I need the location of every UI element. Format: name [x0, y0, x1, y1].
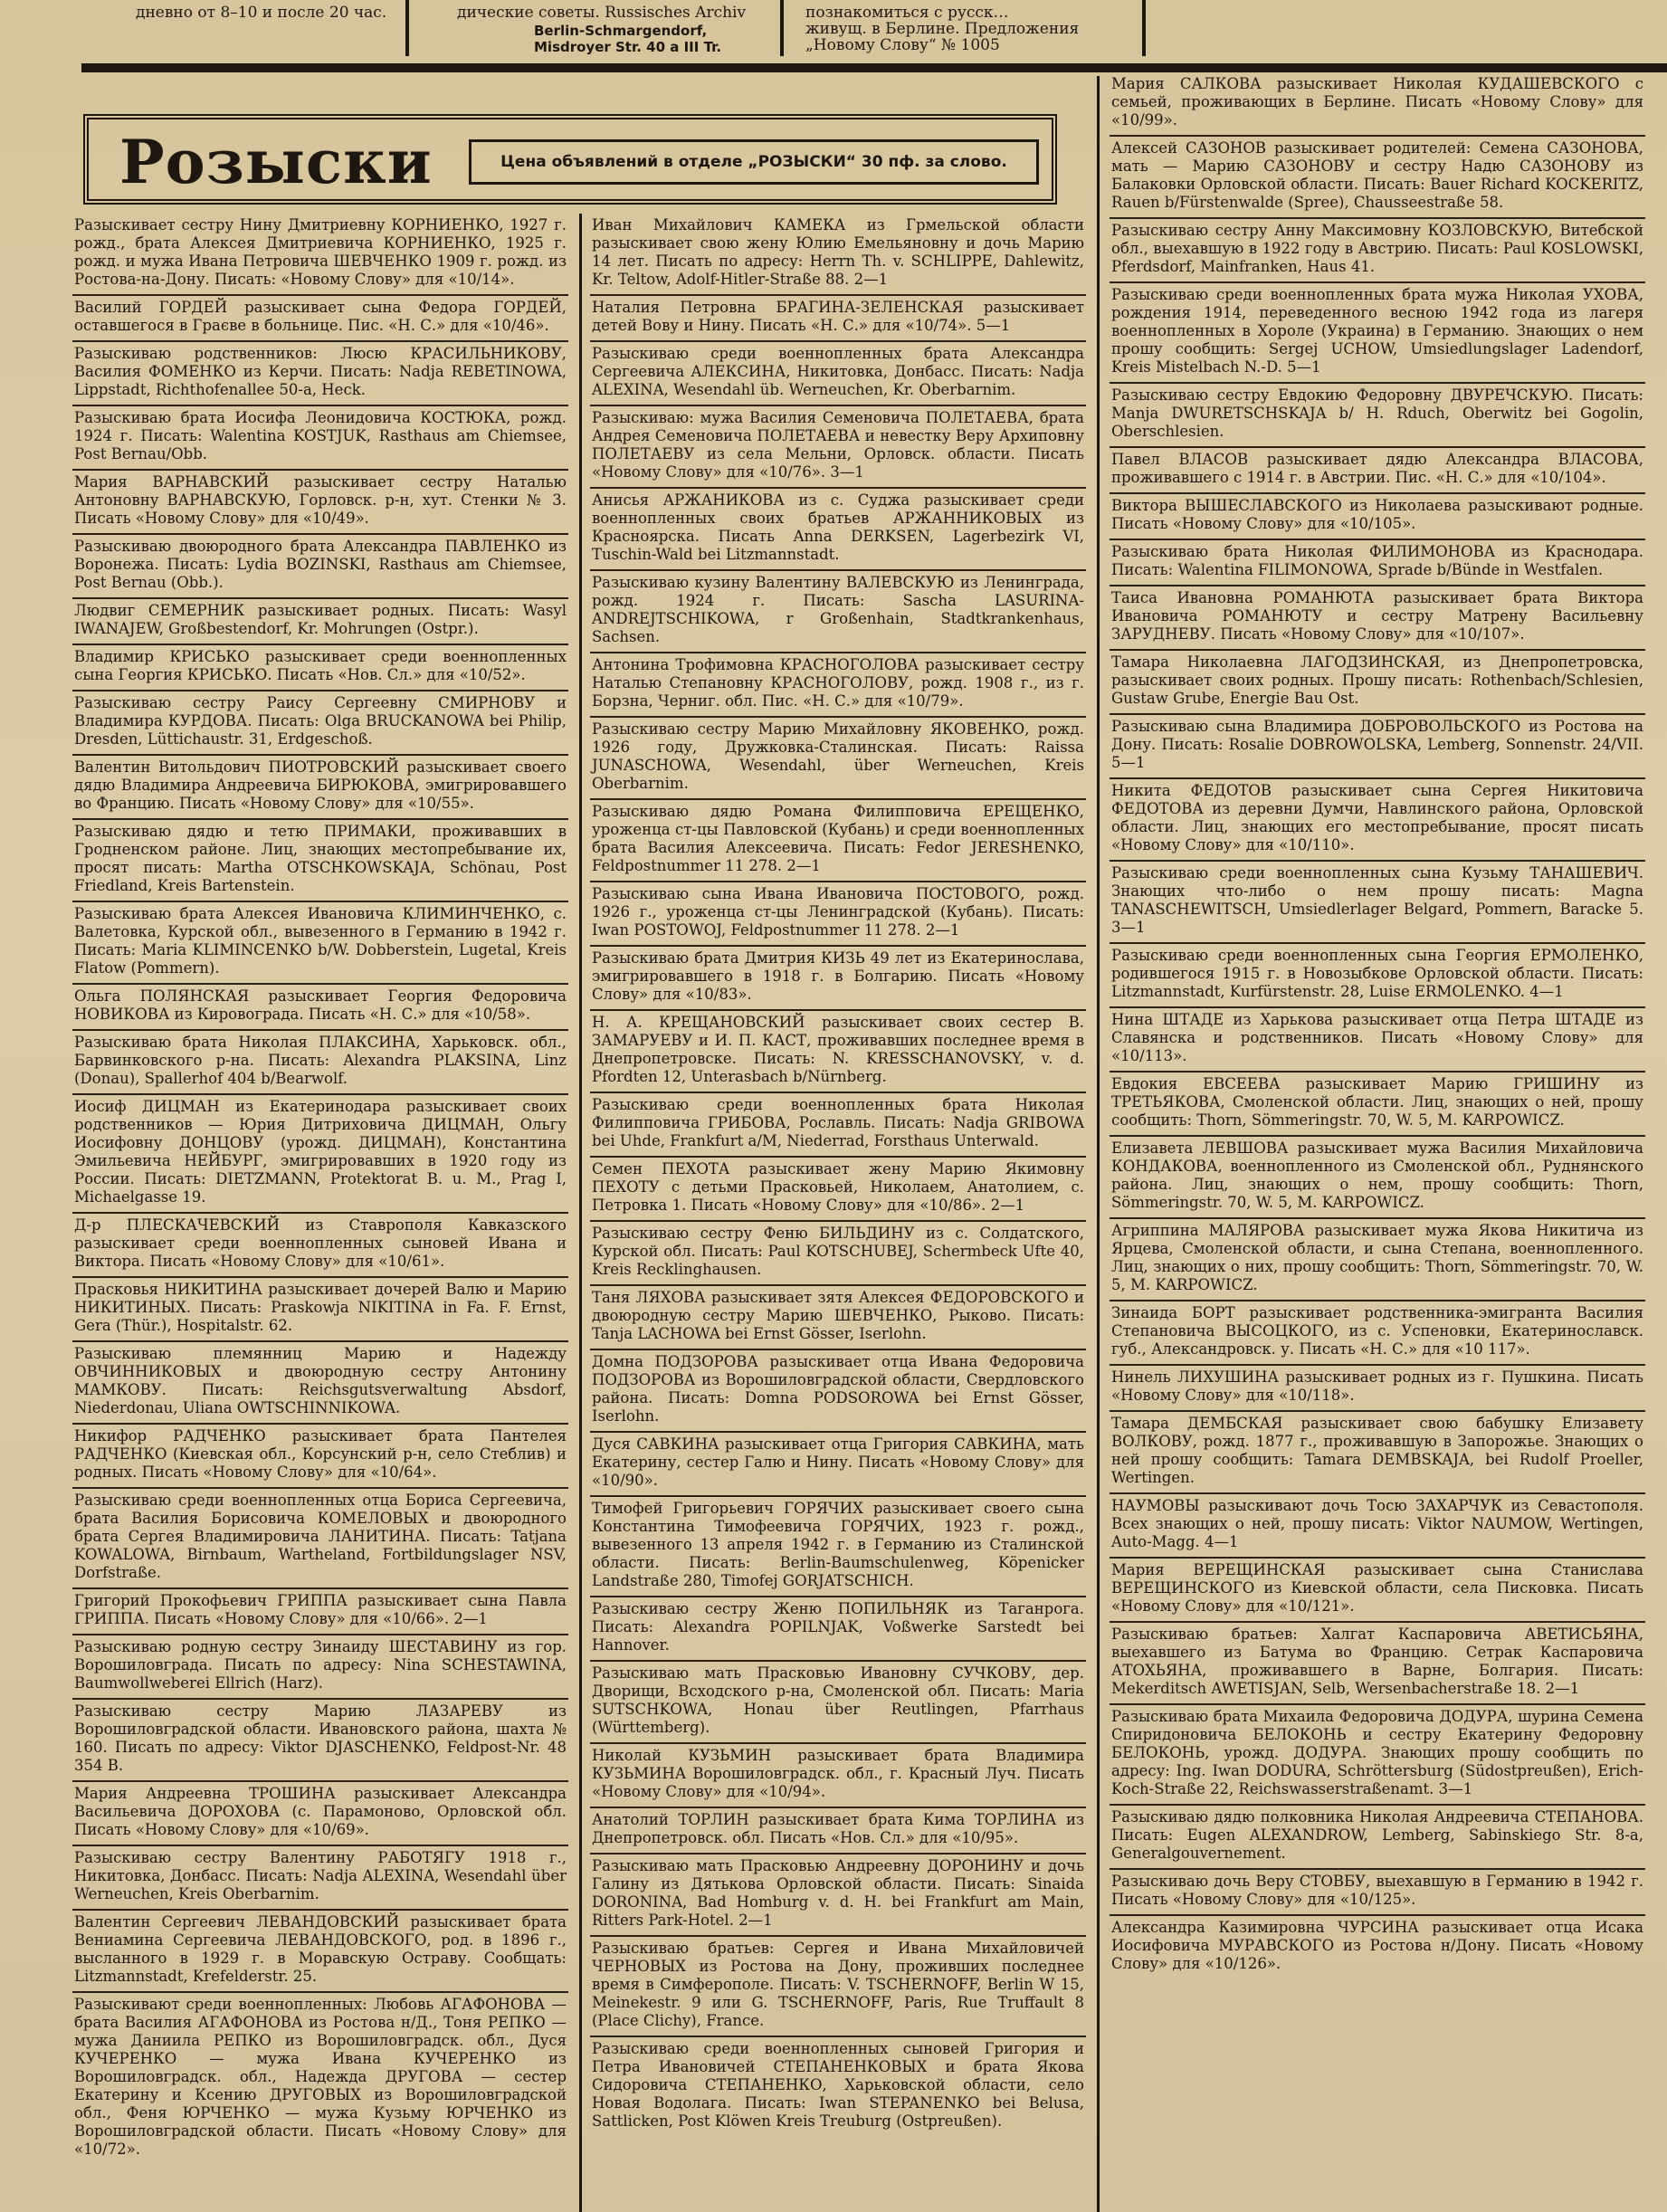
classified-ad: Разыскиваю: мужа Василия Семеновича ПОЛЕТАЕВА, брата Андрея Семеновича ПОЛЕТАЕВА и невестку Веру Архиповну ПОЛЕТАЕВУ из села Мельни, Орловск. области. Писать «Новому Слову» для «10/76». 3—1 — [590, 406, 1086, 489]
classified-ad: Разыскиваю сестру Анну Максимовну КОЗЛОВСКУЮ, Витебской обл., выехавшую в 1922 году в Австрию. Писать: Paul KOSLOWSKI, Pferdsdorf, Mainfranken, Haus 41. — [1110, 219, 1645, 283]
classified-ad: Разыскиваю сестру Марию Михайловну ЯКОВЕНКО, рожд. 1926 году, Дружковка-Сталинская. Писать: Raissa JUNASCHOWA, Wesendahl, über Werneuchen, Kreis Oberbarnim. — [590, 718, 1086, 800]
classified-ad: Григорий Прокофьевич ГРИППА разыскивает сына Павла ГРИППА. Писать «Новому Слову» для «10/66». 2—1 — [72, 1589, 568, 1635]
classified-ad: Виктора ВЫШЕСЛАВСКОГО из Николаева разыскивают родные. Писать «Новому Слову» для «10/105». — [1110, 494, 1645, 540]
classified-ad: Разыскивает сестру Нину Дмитриевну КОРНИЕНКО, 1927 г. рожд., брата Алексея Дмитриевича КОРНИЕНКО, 1925 г. рожд. и мужа Ивана Петровича ШЕВЧЕНКО 1909 г. рожд. из Ростова-на-Дону. Писать: «Новому Слову» для «10/14». — [72, 214, 568, 296]
classified-ad: Разыскиваю сына Ивана Ивановича ПОСТОВОГО, рожд. 1926 г., уроженца ст-цы Ленинградской (Кубань). Писать: Iwan POSTOWOJ, Feldpostnummer 11 278. 2—1 — [590, 882, 1086, 947]
classified-ad: Мария ВАРНАВСКИЙ разыскивает сестру Наталью Антоновну ВАРНАВСКУЮ, Горловск. р-н, хут. Стенки № 3. Писать «Новому Слову» для «10/49». — [72, 471, 568, 535]
top-fragment: Misdroyer Str. 40 a III Tr. — [534, 39, 722, 55]
classified-ad: Разыскивают среди военнопленных: Любовь АГАФОНОВА — брата Василия АГАФОНОВА из Ростова н/Д., Тоня РЕПКО — мужа Даниила РЕПКО из Ворошиловградск. обл., Дуся КУЧЕРЕНКО — мужа Ивана КУЧЕРЕНКО из Ворошиловградск. обл., Надежда ДРУГОВА — сестер Екатерину и Ксению ДРУГОВЫХ из Ворошиловградской обл., Феня ЮРЧЕНКО — мужа Кузьму ЮРЧЕНКО из Ворошиловградской области. Писать «Новому Слову» для «10/72». — [74, 1996, 567, 2158]
classified-ad: Разыскиваю двоюродного брата Александра ПАВЛЕНКО из Воронежа. Писать: Lydia BOZINSKI, Rasthaus am Chiemsee, Post Bernau (Obb.). — [72, 535, 568, 599]
classified-ad: Никифор РАДЧЕНКО разыскивает брата Пантелея РАДЧЕНКО (Киевская обл., Корсунский р-н, село Стеблив) и родных. Писать «Новому Слову» для «10/64». — [72, 1425, 568, 1489]
classified-ad: Таиса Ивановна РОМАНЮТА разыскивает брата Виктора Ивановича РОМАНЮТУ и сестру Матрену Васильевну ЗАРУДНЕВУ. Писать «Новому Слову» для «10/107». — [1110, 586, 1645, 651]
classified-ad: Антонина Трофимовна КРАСНОГОЛОВА разыскивает сестру Наталью Степановну КРАСНОГОЛОВУ, рожд. 1908 г., из г. Борзна, Черниг. обл. Пис. «Н. С.» для «10/79». — [590, 653, 1086, 718]
classified-ad: Нина ШТАДЕ из Харькова разыскивает отца Петра ШТАДЕ из Славянска и родственников. Писать «Новому Слову» для «10/113». — [1110, 1008, 1645, 1073]
classified-ad: Иосиф ДИЦМАН из Екатеринодара разыскивает своих родственников — Юрия Дитриховича ДИЦМАН, Ольгу Иосифовну ДОНЦОВУ (урожд. ДИЦМАН), Константина Эмильевича НЕЙБУРГ, эмигрировавших в 1920 году из России. Писать: DIETZMANN, Protektorat B. u. M., Prag I, Michaelgasse 19. — [72, 1095, 568, 1214]
classified-ad: Агриппина МАЛЯРОВА разыскивает мужа Якова Никитича из Ярцева, Смоленской области, и сына Степана, военнопленного. Лиц, знающих о них, прошу сообщить: Thorn, Sömmeringstr. 70, W. 5, M. KARPOWICZ. — [1110, 1219, 1645, 1301]
classified-ad: Разыскиваю братьев: Халгат Каспаровича АВЕТИСЬЯНА, выехавшего из Батума во Францию. Сетрак Каспаровича АТОХЬЯНА, проживавшего в Варне, Болгария. Писать: Mekerditsch AWETISJAN, Selb, Wersenbacherstraße 18. 2—1 — [1110, 1623, 1645, 1705]
section-top-rule — [81, 63, 1667, 72]
classified-ad: Николай КУЗЬМИН разыскивает брата Владимира КУЗЬМИНА Ворошиловградск. обл., г. Красный Луч. Писать «Новому Слову» для «10/94». — [590, 1744, 1086, 1808]
classified-ad: Разыскиваю мать Прасковью Ивановну СУЧКОВУ, дер. Дворищи, Всходского р-на, Смоленской обл. Писать: Maria SUTSCHKOWA, Honau über Reutlingen, Pfarrhaus (Württemberg). — [590, 1662, 1086, 1744]
classified-ad: Разыскиваю дядю полковника Николая Андреевича СТЕПАНОВА. Писать: Eugen ALEXANDROW, Lemberg, Sabinskiego Str. 8-a, Generalgouvernement. — [1110, 1806, 1645, 1870]
classified-ad: Разыскиваю брата Николая ПЛАКСИНА, Харьковск. обл., Барвинковского р-на. Писать: Alexandra PLAKSINA, Linz (Donau), Spallerhof 404 b/Bearwolf. — [72, 1031, 568, 1095]
classified-ad: Разыскиваю сестру Раису Сергеевну СМИРНОВУ и Владимира КУРДОВА. Писать: Olga BRUCKANOWA bei Philip, Dresden, Lüttichaustr. 31, Erdgeschoß. — [72, 691, 568, 756]
classified-ad: Александра Казимировна ЧУРСИНА разыскивает отца Исака Иосифовича МУРАВСКОГО из Ростова н/Дону. Писать «Новому Слову» для «10/126». — [1111, 1919, 1643, 1972]
ads-column-right — [1110, 72, 1645, 1978]
classified-ad: Н. А. КРЕЩАНОВСКИЙ разыскивает своих сестер В. ЗАМАРУЕВУ и И. П. КАСТ, проживавших последнее время в Днепропетровске. Писать: N. KRESSCHANOVSKY, v. d. Pfordten 12, Unterasbach b/Nürnberg. — [590, 1011, 1086, 1093]
ads-column-left — [72, 214, 568, 2164]
classified-ad: Разыскиваю среди военнопленных сына Кузьму ТАНАШЕВИЧ. Знающих что-либо о нем прошу писать: Magna TANASCHEWITSCH, Umsiedlerlager Belgard, Pommern, Baracke 5. 3—1 — [1110, 862, 1645, 944]
classified-ad: Разыскиваю сына Владимира ДОБРОВОЛЬСКОГО из Ростова на Дону. Писать: Rosalie DOBROWOLSKA, Lemberg, Sonnenstr. 24/VII. 5—1 — [1110, 715, 1645, 779]
classified-ad: Разыскиваю брата Иосифа Леонидовича КОСТЮКА, рожд. 1924 г. Писать: Walentina KOSTJUK, Rasthaus am Chiemsee, Post Bernau/Obb. — [72, 406, 568, 471]
top-fragment: дические советы. Russisches Archiv — [457, 4, 747, 22]
top-column-rule — [780, 0, 784, 56]
top-fragment: дневно от 8–10 и после 20 час. — [136, 4, 387, 22]
top-clipped-fragments — [0, 0, 1667, 60]
column-divider — [579, 214, 582, 2212]
ads-column-middle — [590, 214, 1086, 2136]
classified-ad: Валентин Сергеевич ЛЕВАНДОВСКИЙ разыскивает брата Вениамина Сергеевича ЛЕВАНДОВСКОГО, род. в 1896 г., высланного в 1929 г. в Моравскую Остраву. Сообщать: Litzmannstadt, Krefelderstr. 25. — [72, 1911, 568, 1993]
classified-ad: Елизавета ЛЕВШОВА разыскивает мужа Василия Михайловича КОНДАКОВА, военнопленного из Смоленской обл., Руднянского района. Лиц, знающих о нем, прошу сообщить: Thorn, Sömmeringstr. 70, W. 5, M. KARPOWICZ. — [1110, 1137, 1645, 1219]
classified-ad: Таня ЛЯХОВА разыскивает зятя Алексея ФЕДОРОВСКОГО и двоюродную сестру Марию ШЕВЧЕНКО, Рыково. Писать: Tanja LACHOWA bei Ernst Gösser, Iserlohn. — [590, 1286, 1086, 1350]
classified-ad: Разыскиваю сестру Валентину РАБОТЯГУ 1918 г., Никитовка, Донбасс. Писать: Nadja ALEXINA, Wesendahl über Werneuchen, Kreis Oberbarnim. — [72, 1846, 568, 1911]
classified-ad: Разыскиваю среди военнопленных брата Николая Филипповича ГРИБОВА, Рославль. Писать: Nadja GRIBOWA bei Uhde, Frankfurt a/M, Niederrad, Forsthaus Unterwald. — [590, 1093, 1086, 1158]
classified-ad: Разыскиваю среди военнопленных брата мужа Николая УХОВА, рождения 1914, переведенного весною 1942 года из лагеря военнопленных в Хороле (Украина) в Германию. Знающих о нем прошу сообщить: Sergej UCHOW, Umsiedlungslager Ladendorf, Kreis Mistelbach N.-D. 5—1 — [1110, 283, 1645, 384]
price-note: Цена объявлений в отделе „РОЗЫСКИ“ 30 пф. за слово. — [469, 139, 1039, 185]
top-column-rule — [405, 0, 409, 56]
classified-ad: Людвиг СЕМЕРНИК разыскивает родных. Писать: Wasyl IWANAJEW, Großbestendorf, Kr. Mohrungen (Ostpr.). — [72, 599, 568, 645]
classified-ad: Разыскиваю мать Прасковью Андреевну ДОРОНИНУ и дочь Галину из Дятькова Орловской области. Писать: Sinaida DORONINA, Bad Homburg v. d. H. bei Frankfurt am Main, Ritters Park-Hotel. 2—1 — [590, 1854, 1086, 1937]
classified-ad: Анатолий ТОРЛИН разыскивает брата Кима ТОРЛИНА из Днепропетровск. обл. Писать «Нов. Сл.» для «10/95». — [590, 1808, 1086, 1854]
classified-ad: Евдокия ЕВСЕЕВА разыскивает Марию ГРИШИНУ из ТРЕТЬЯКОВА, Смоленской области. Лиц, знающих о ней, прошу сообщить: Thorn, Sömmeringstr. 70, W. 5, M. KARPOWICZ. — [1110, 1073, 1645, 1137]
classified-ad: Тамара ДЕМБСКАЯ разыскивает свою бабушку Елизавету ВОЛКОВУ, рожд. 1877 г., проживавшую в Запорожье. Знающих о ней прошу сообщить: Tamara DEMBSKAJA, bei Rudolf Proeller, Wertingen. — [1110, 1412, 1645, 1494]
classified-ad: Разыскиваю дочь Веру СТОВБУ, выехавшую в Германию в 1942 г. Писать «Новому Слову» для «10/125». — [1110, 1870, 1645, 1916]
classified-ad: Валентин Витольдович ПИОТРОВСКИЙ разыскивает своего дядю Владимира Андреевича БИРЮКОВА, эмигрировавшего во Францию. Писать «Новому Слову» для «10/55». — [72, 756, 568, 820]
classified-ad: Разыскиваю кузину Валентину ВАЛЕВСКУЮ из Ленинграда, рожд. 1924 г. Писать: Sascha LASURINA-ANDREJTSCHIKOWA, r Großenhain, Stadtkrankenhaus, Sachsen. — [590, 571, 1086, 653]
classified-ad: Никита ФЕДОТОВ разыскивает сына Сергея Никитовича ФЕДОТОВА из деревни Думчи, Навлинского района, Орловской области. Лиц, знающих его местопребывание, просят писать «Новому Слову» для «10/110». — [1110, 779, 1645, 862]
classified-ad: НАУМОВЫ разыскивают дочь Тосю ЗАХАРЧУК из Севастополя. Всех знающих о ней, прошу писать: Viktor NAUMOW, Wertingen, Auto-Magg. 4—1 — [1110, 1494, 1645, 1559]
classified-ad: Разыскиваю братьев: Сергея и Ивана Михайловичей ЧЕРНОВЫХ из Ростова на Дону, проживших последнее время в Симферополе. Писать: V. TSCHERNOFF, Berlin W 15, Meinekestr. 9 или G. TSCHERNOFF, Paris, Rue Truffault 8 (Place Clichy), France. — [590, 1937, 1086, 2037]
classified-ad: Разыскиваю дядю и тетю ПРИМАКИ, проживавших в Гродненском районе. Лиц, знающих местопребывание их, просят писать: Martha OTSCHKOWSKAJA, Schönau, Post Friedland, Kreis Bartenstein. — [72, 820, 568, 902]
classified-ad: Разыскиваю сестру Евдокию Федоровну ДВУРЕЧСКУЮ. Писать: Manja DWURETSCHSKAJA b/ H. Rduch, Oberwitz bei Gogolin, Oberschlesien. — [1110, 384, 1645, 448]
classified-ad: Мария Андреевна ТРОШИНА разыскивает Александра Васильевича ДОРОХОВА (с. Парамоново, Орловской обл. Писать «Новому Слову» для «10/69». — [72, 1782, 568, 1846]
top-fragment: Berlin-Schmargendorf, — [534, 23, 708, 39]
classified-ad: Разыскиваю брата Дмитрия КИЗЬ 49 лет из Екатеринослава, эмигрировавшего в 1918 г. в Болгарию. Писать «Новому Слову» для «10/83». — [590, 947, 1086, 1011]
classified-ad: Мария ВЕРЕЩИНСКАЯ разыскивает сына Станислава ВЕРЕЩИНСКОГО из Киевской области, села Писковка. Писать «Новому Слову» для «10/121». — [1110, 1559, 1645, 1623]
classified-ad: Нинель ЛИХУШИНА разыскивает родных из г. Пушкина. Писать «Новому Слову» для «10/118». — [1110, 1366, 1645, 1412]
section-header — [83, 114, 1057, 205]
classified-ad: Разыскиваю среди военнопленных брата Александра Сергеевича АЛЕКСИНА, Никитовка, Донбасс. Писать: Nadja ALEXINA, Wesendahl üb. Werneuchen, Kr. Oberbarnim. — [590, 342, 1086, 406]
section-title: Розыски — [119, 127, 433, 197]
classified-ad: Прасковья НИКИТИНА разыскивает дочерей Валю и Марию НИКИТИНЫХ. Писать: Praskowja NIKITINA in Fa. F. Ernst, Gera (Thür.), Hospitalstr. 62. — [72, 1278, 568, 1342]
classified-ad: Мария САЛКОВА разыскивает Николая КУДАШЕВСКОГО с семьей, проживающих в Берлине. Писать «Новому Слову» для «10/99». — [1110, 72, 1645, 137]
top-fragment: познакомиться с русск… — [805, 4, 1009, 22]
classified-ad: Зинаида БОРТ разыскивает родственника-эмигранта Василия Степановича ВЫСОЦКОГО, из с. Успеновки, Екатеринославск. губ., Александровск. у. Писать «Н. С.» для «10 117». — [1110, 1301, 1645, 1366]
classified-ad: Дуся САВКИНА разыскивает отца Григория САВКИНА, мать Екатерину, сестер Галю и Нину. Писать «Новому Слову» для «10/90». — [590, 1433, 1086, 1497]
classified-ad: Разыскиваю сестру Женю ПОПИЛЬНЯК из Таганрога. Писать: Alexandra POPILNJAK, Voßwerke Sarstedt bei Hannover. — [590, 1597, 1086, 1662]
classified-ad: Разыскиваю брата Николая ФИЛИМОНОВА из Краснодара. Писать: Walentina FILIMONOWA, Sprade b/Bünde in Westfalen. — [1110, 540, 1645, 586]
classified-ad: Разыскиваю среди военнопленных сына Георгия ЕРМОЛЕНКО, родившегося 1915 г. в Новозыбкове Орловской области. Писать: Litzmannstadt, Kurfürstenstr. 28, Luise ERMOLENKO. 4—1 — [1110, 944, 1645, 1008]
classified-ad: Иван Михайлович КАМЕКА из Грмельской области разыскивает свою жену Юлию Емельяновну и дочь Марию 14 лет. Писать по адресу: Herrn Th. v. SCHLIPPE, Dahlewitz, Kr. Teltow, Adolf-Hitler-Straße 88. 2—1 — [590, 214, 1086, 296]
classified-ad: Разыскиваю сестру Марию ЛАЗАРЕВУ из Ворошиловградской области. Ивановского района, шахта № 160. Писать по адресу: Viktor DJASCHENKO, Feldpost-Nr. 48 354 B. — [72, 1700, 568, 1782]
classified-ad: Ольга ПОЛЯНСКАЯ разыскивает Георгия Федоровича НОВИКОВА из Кировограда. Писать «Н. С.» для «10/58». — [72, 985, 568, 1031]
classified-ad: Владимир КРИСЬКО разыскивает среди военнопленных сына Георгия КРИСЬКО. Писать «Нов. Сл.» для «10/52». — [72, 645, 568, 691]
classified-ad: Разыскиваю среди военнопленных отца Бориса Сергеевича, брата Василия Борисовича КОМЕЛОВЫХ и двоюродного брата Сергея Владимировича ЛАНИТИНА. Писать: Tatjana KOWALOWA, Birnbaum, Wartheland, Fortbildungslager NSV, Dorfstraße. — [72, 1489, 568, 1589]
classified-ad: Семен ПЕХОТА разыскивает жену Марию Якимовну ПЕХОТУ с детьми Прасковьей, Николаем, Анатолием, с. Петровка 1. Писать «Новому Слову» для «10/86». 2—1 — [590, 1158, 1086, 1222]
top-column-rule — [1142, 0, 1146, 56]
classified-ad: Разыскиваю родную сестру Зинаиду ШЕСТАВИНУ из гор. Ворошиловграда. Писать по адресу: Nina SCHESTAWINA, Baumwollweberei Ellrich (Harz). — [72, 1635, 568, 1700]
classified-ad: Тимофей Григорьевич ГОРЯЧИХ разыскивает своего сына Константина Тимофеевича ГОРЯЧИХ, 1923 г. рожд., вывезенного 13 апреля 1942 г. в Германию из Сталинской области. Писать: Berlin-Baumschulenweg, Köpenicker Landstraße 280, Timofej GORJATSCHICH. — [590, 1497, 1086, 1597]
classified-ad: Алексей САЗОНОВ разыскивает родителей: Семена САЗОНОВА, мать — Марию САЗОНОВУ и сестру Надю САЗОНОВУ из Балаковки Орловской области. Писать: Bauer Richard KOCKERITZ, Rauen b/Fürstenwalde (Spree), Chausseestraße 58. — [1110, 137, 1645, 219]
classified-ad: Разыскиваю брата Алексея Ивановича КЛИМИНЧЕНКО, с. Валетовка, Курской обл., вывезенного в Германию в 1942 г. Писать: Maria KLIMINCENKO b/W. Dobberstein, Lugetal, Kreis Flatow (Pommern). — [72, 902, 568, 985]
classified-ad: Анисья АРЖАНИКОВА из с. Суджа разыскивает среди военнопленных своих братьев АРЖАННИКОВЫХ из Красноярска. Писать Anna DERKSEN, Lagerbezirk VI, Tuschin-Wald bei Litzmannstadt. — [590, 489, 1086, 571]
top-fragment: живущ. в Берлине. Предложения — [805, 20, 1080, 38]
classified-ad: Разыскиваю племянниц Марию и Надежду ОВЧИННИКОВЫХ и двоюродную сестру Антонину МАМКОВУ. Писать: Reichsgutsverwaltung Absdorf, Niederdonau, Uliana OWTSCHINNIKOWA. — [72, 1342, 568, 1425]
column-divider — [1097, 76, 1100, 2212]
classified-ad: Тамара Николаевна ЛАГОДЗИНСКАЯ, из Днепропетровска, разыскивает своих родных. Прошу писать: Rothenbach/Schlesien, Gustaw Grube, Energie Bau Ost. — [1110, 651, 1645, 715]
classified-ad: Разыскиваю брата Михаила Федоровича ДОДУРА, шурина Семена Спиридоновича БЕЛОКОНЬ и сестру Екатерину Федоровну БЕЛОКОНЬ, урожд. ДОДУРА. Знающих прошу сообщить по адресу: Ing. Iwan DODURA, Schröttersburg (Südostpreußen), Erich-Koch-Straße 22, Reichswasserstraßenamt. 3—1 — [1110, 1705, 1645, 1806]
classified-ad: Домна ПОДЗОРОВА разыскивает отца Ивана Федоровича ПОДЗОРОВА из Ворошиловградской области, Свердловского района. Писать: Domna PODSOROWA bei Ernst Gösser, Iserlohn. — [590, 1350, 1086, 1433]
classified-ad: Д-р ПЛЕСКАЧЕВСКИЙ из Ставрополя Кавказского разыскивает среди военнопленных сыновей Ивана и Виктора. Писать «Новому Слову» для «10/61». — [72, 1214, 568, 1278]
classified-ad: Василий ГОРДЕЙ разыскивает сына Федора ГОРДЕЙ, оставшегося в Граєве в больнице. Пис. «Н. С.» для «10/46». — [72, 296, 568, 342]
classified-ad: Разыскиваю дядю Романа Филипповича ЕРЕЩЕНКО, уроженца ст-цы Павловской (Кубань) и среди военнопленных брата Василия Алексеевича. Писать: Fedor JERESHENKO, Feldpostnummer 11 278. 2—1 — [590, 800, 1086, 882]
classified-ad: Павел ВЛАСОВ разыскивает дядю Александра ВЛАСОВА, проживавшего с 1914 г. в Австрии. Пис. «Н. С.» для «10/104». — [1110, 448, 1645, 494]
classified-ad: Разыскиваю родственников: Люсю КРАСИЛЬНИКОВУ, Василия ФОМЕНКО из Керчи. Писать: Nadja REBETINOWA, Lippstadt, Richthofenallee 50-a, Heck. — [72, 342, 568, 406]
classified-ad: Наталия Петровна БРАГИНА-ЗЕЛЕНСКАЯ разыскивает детей Вову и Нину. Писать «Н. С.» для «10/74». 5—1 — [590, 296, 1086, 342]
classified-ad: Разыскиваю сестру Феню БИЛЬДИНУ из с. Солдатского, Курской обл. Писать: Paul KOTSCHUBEJ, Schermbeck Ufte 40, Kreis Recklinghausen. — [590, 1222, 1086, 1286]
classified-ad: Разыскиваю среди военнопленных сыновей Григория и Петра Ивановичей СТЕПАНЕНКОВЫХ и брата Якова Сидоровича СТЕПАНЕНКО, Харьковской области, село Новая Водолага. Писать: Iwan STEPANENKO bei Belusa, Sattlicken, Post Klöwen Kreis Treuburg (Ostpreußen). — [592, 2040, 1084, 2130]
top-fragment: „Новому Слову“ № 1005 — [805, 36, 1000, 54]
